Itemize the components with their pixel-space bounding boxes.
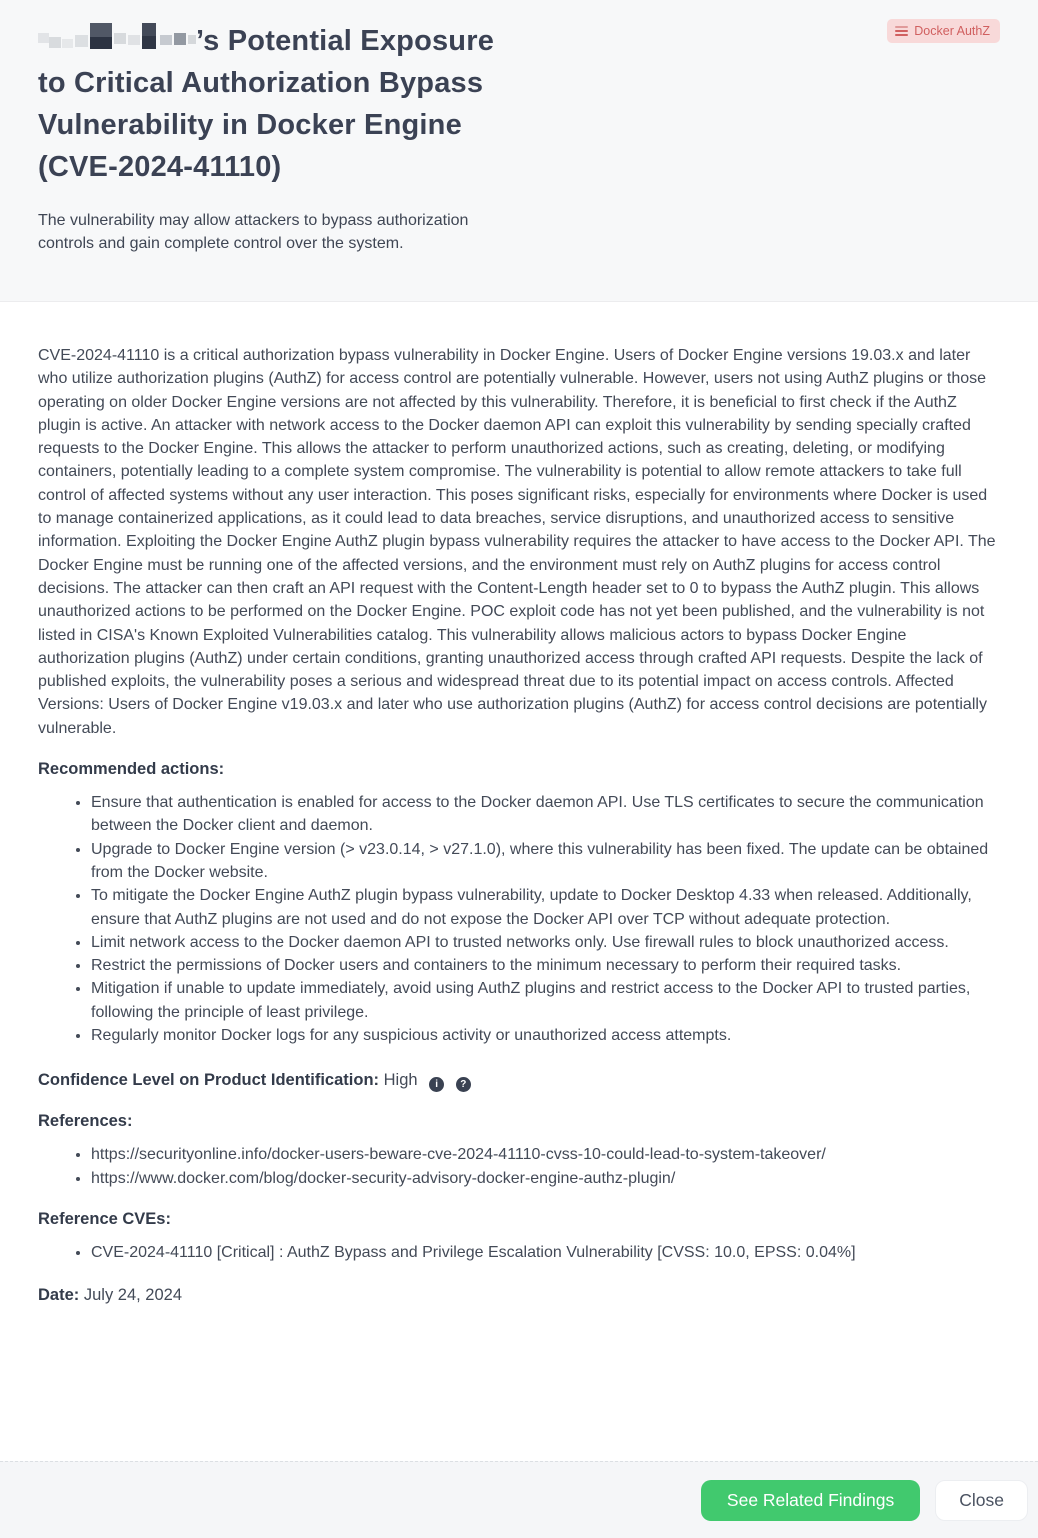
reference-cves-heading: Reference CVEs: [38,1209,171,1228]
list-item: • Upgrade to Docker Engine version (> v23.0.14, > v27.1.0), where this vulnerability has been fixed. The update can be obtained from the Docker website. [91,838,996,885]
reference-cve-item: • CVE-2024-41110 [Critical] : AuthZ Bypass and Privilege Escalation Vulnerability [CVSS: 10.0, EPSS: 0.04%] [91,1241,996,1264]
advisory-title-text: ’s Potential Exposure to Critical Authorization Bypass Vulnerability in Docker Engine (CVE-2024-41110) [38,25,495,183]
docker-authz-badge [887,19,1000,43]
advisory-footer [0,1461,1038,1538]
confidence-value: High [383,1071,418,1090]
description-paragraph: CVE-2024-41110 is a critical authorization bypass vulnerability in Docker Engine. Users of Docker Engine versions 19.03.x and later who utilize authorization plugins (AuthZ) for access control are potentially vulnerable. However, users not using AuthZ plugins or those operating on older Docker Engine versions are not affected by this vulnerability. Therefore, it is beneficial to first check if the AuthZ plugin is active. An attacker with network access to the Docker daemon API can exploit this vulnerability by sending specially crafted requests to the Docker Engine. This allows the attacker to perform unauthorized actions, such as creating, deleting, or modifying containers, potentially leading to a complete system compromise. The vulnerability is potential to allow remote attackers to take full control of affected systems without any user interaction. This poses significant risks, especially for environments where Docker is used to manage containerized applications, as it could lead to data breaches, service disruptions, and unauthorized access to sensitive information. Exploiting the Docker Engine AuthZ plugin bypass vulnerability requires the attacker to have access to the Docker API. The Docker Engine must be running one of the affected versions, and the environment must rely on AuthZ plugins for access control decisions. The attacker can then craft an API request with the Content-Length header set to 0 to bypass the AuthZ plugin. This allows unauthorized actions to be performed on the Docker Engine. POC exploit code has not yet been published, and the vulnerability is not listed in CISA's Known Exploited Vulnerabilities catalog. This vulnerability allows malicious actors to bypass Docker Engine authorization plugins (AuthZ) under certain conditions, granting unauthorized access through crafted API requests. Despite the lack of published exploits, the vulnerability poses a serious and widespread threat due to its potential impact on access controls. Affected Versions: Users of Docker Engine v19.03.x and later who use authorization plugins (AuthZ) for access control decisions are potentially vulnerable. [38,347,996,737]
reference-link[interactable]: • https://www.docker.com/blog/docker-security-advisory-docker-engine-authz-plugin/ [91,1167,996,1190]
advisory-body [0,302,1038,1461]
recommended-actions-list [38,791,996,1047]
reference-cves-list [38,1241,996,1264]
list-item: • Restrict the permissions of Docker users and containers to the minimum necessary to perform their required tasks. [91,954,996,977]
confidence-label: Confidence Level on Product Identification: [38,1071,380,1090]
list-item: • Regularly monitor Docker logs for any suspicious activity or unauthorized access attempts. [91,1024,996,1047]
list-item: • Limit network access to the Docker daemon API to trusted networks only. Use firewall rules to block unauthorized access. [91,931,996,954]
info-icon[interactable]: i [429,1077,444,1092]
see-related-findings-button[interactable]: See Related Findings [701,1480,920,1521]
date-line [38,1286,996,1305]
recommended-actions-heading: Recommended actions: [38,760,225,779]
redacted-company-name [38,23,196,53]
reference-link[interactable]: • https://securityonline.info/docker-users-beware-cve-2024-41110-cvss-10-could-lead-to-system-takeover/ [91,1143,996,1166]
close-button[interactable]: Close [935,1480,1028,1521]
advisory-title [38,20,518,188]
list-item: • To mitigate the Docker Engine AuthZ plugin bypass vulnerability, update to Docker Desktop 4.33 when released. Additionally, ensure that AuthZ plugins are not used and do not expose the Docker API over TCP without adequate protection. [91,884,996,931]
date-label: Date: [38,1286,80,1305]
date-value: July 24, 2024 [83,1286,183,1305]
references-list [38,1143,996,1190]
list-lines-icon [895,26,908,36]
advisory-header [0,0,1038,302]
list-item: • Mitigation if unable to update immediately, avoid using AuthZ plugins and restrict access to the Docker API to trusted parties, following the principle of least privilege. [91,977,996,1024]
confidence-line [38,1071,996,1092]
badge-label: Docker AuthZ [914,23,990,38]
advisory-subtitle: The vulnerability may allow attackers to bypass authorization controls and gain complete control over the system. [38,212,469,252]
help-icon[interactable]: ? [456,1077,471,1092]
references-heading: References: [38,1112,133,1131]
list-item: • Ensure that authentication is enabled for access to the Docker daemon API. Use TLS certificates to secure the communication between the Docker client and daemon. [91,791,996,838]
